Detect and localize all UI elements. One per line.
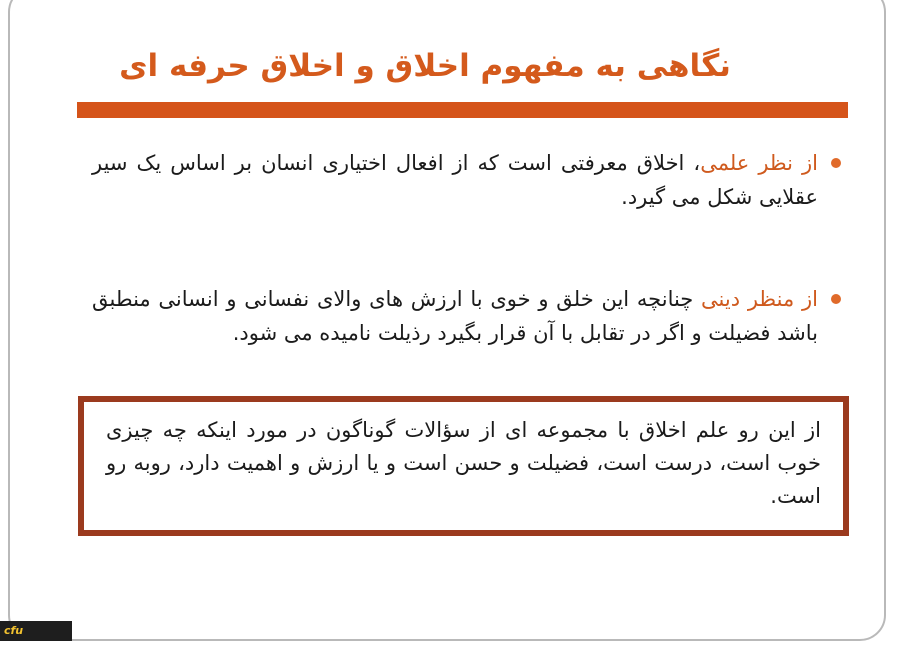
bullet-lead-highlight: از نظر علمی bbox=[700, 151, 818, 175]
logo-url: cfu.ac.ir bbox=[4, 644, 55, 657]
bullet-item-scientific bbox=[92, 146, 844, 214]
summary-box: از این رو علم اخلاق با مجموعه ای از سؤالات گوناگون در مورد اینکه چه چیزی خوب است، درست است، فضیلت و حسن است و یا ارزش و اهمیت دارد، روبه رو است. bbox=[78, 396, 849, 536]
site-logo bbox=[0, 621, 72, 657]
title-underline-bar bbox=[77, 102, 848, 118]
bullet-text bbox=[92, 146, 844, 214]
bullet-text bbox=[92, 282, 844, 350]
bullet-body: چنانچه این خلق و خوی با ارزش های والای نفسانی و انسانی منطبق باشد فضیلت و اگر در تقابل با آن قرار بگیرد رذیلت نامیده می شود. bbox=[92, 287, 818, 345]
bullet-lead-highlight: از منظر دینی bbox=[701, 287, 818, 311]
slide-title: نگاهی به مفهوم اخلاق و اخلاق حرفه ای bbox=[119, 48, 731, 84]
bullet-item-religious bbox=[92, 282, 844, 350]
bullet-body: ، اخلاق معرفتی است که از افعال اختیاری انسان بر اساس یک سیر عقلایی شکل می گیرد. bbox=[92, 151, 818, 209]
logo-mark: cfu bbox=[4, 624, 24, 637]
